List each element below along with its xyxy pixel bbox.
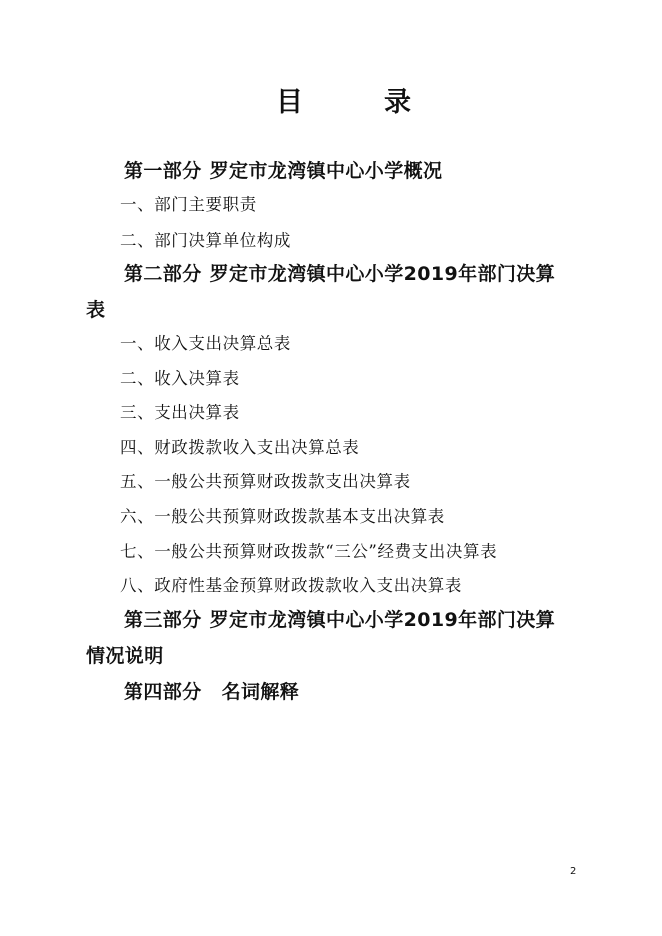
part-4-text: 名词解释 (221, 681, 300, 703)
toc-part-1-heading (124, 156, 442, 183)
toc-item: 一、部门主要职责 (120, 195, 257, 214)
part-2-text: 罗定市龙湾镇中心小学2019年部门决算 (209, 263, 556, 285)
toc-item: 二、收入决算表 (120, 369, 240, 388)
part-4-label: 第四部分 (124, 681, 202, 703)
toc-part-3-heading (124, 605, 555, 632)
toc-item: 二、部门决算单位构成 (120, 231, 291, 250)
toc-title (0, 80, 662, 116)
part-3-text: 罗定市龙湾镇中心小学2019年部门决算 (209, 609, 556, 631)
toc-title-char-2: 录 (384, 87, 411, 118)
toc-part-2-heading (124, 259, 555, 286)
part-1-label: 第一部分 (124, 160, 202, 182)
part-2-label: 第二部分 (124, 263, 202, 285)
toc-item: 六、一般公共预算财政拨款基本支出决算表 (120, 507, 445, 526)
page-number: 2 (570, 866, 577, 877)
toc-item: 七、一般公共预算财政拨款“三公”经费支出决算表 (120, 542, 498, 561)
toc-item: 五、一般公共预算财政拨款支出决算表 (120, 472, 411, 491)
toc-item: 三、支出决算表 (120, 403, 240, 422)
toc-part-2-heading-wrap: 表 (86, 299, 106, 321)
part-1-text: 罗定市龙湾镇中心小学概况 (209, 160, 443, 182)
toc-part-4-heading (124, 677, 299, 704)
toc-title-char-1: 目 (276, 87, 303, 118)
part-3-label: 第三部分 (124, 609, 202, 631)
toc-item: 八、政府性基金预算财政拨款收入支出决算表 (120, 576, 462, 595)
toc-item: 一、收入支出决算总表 (120, 334, 291, 353)
toc-part-3-heading-wrap: 情况说明 (86, 645, 164, 667)
toc-item: 四、财政拨款收入支出决算总表 (120, 438, 360, 457)
